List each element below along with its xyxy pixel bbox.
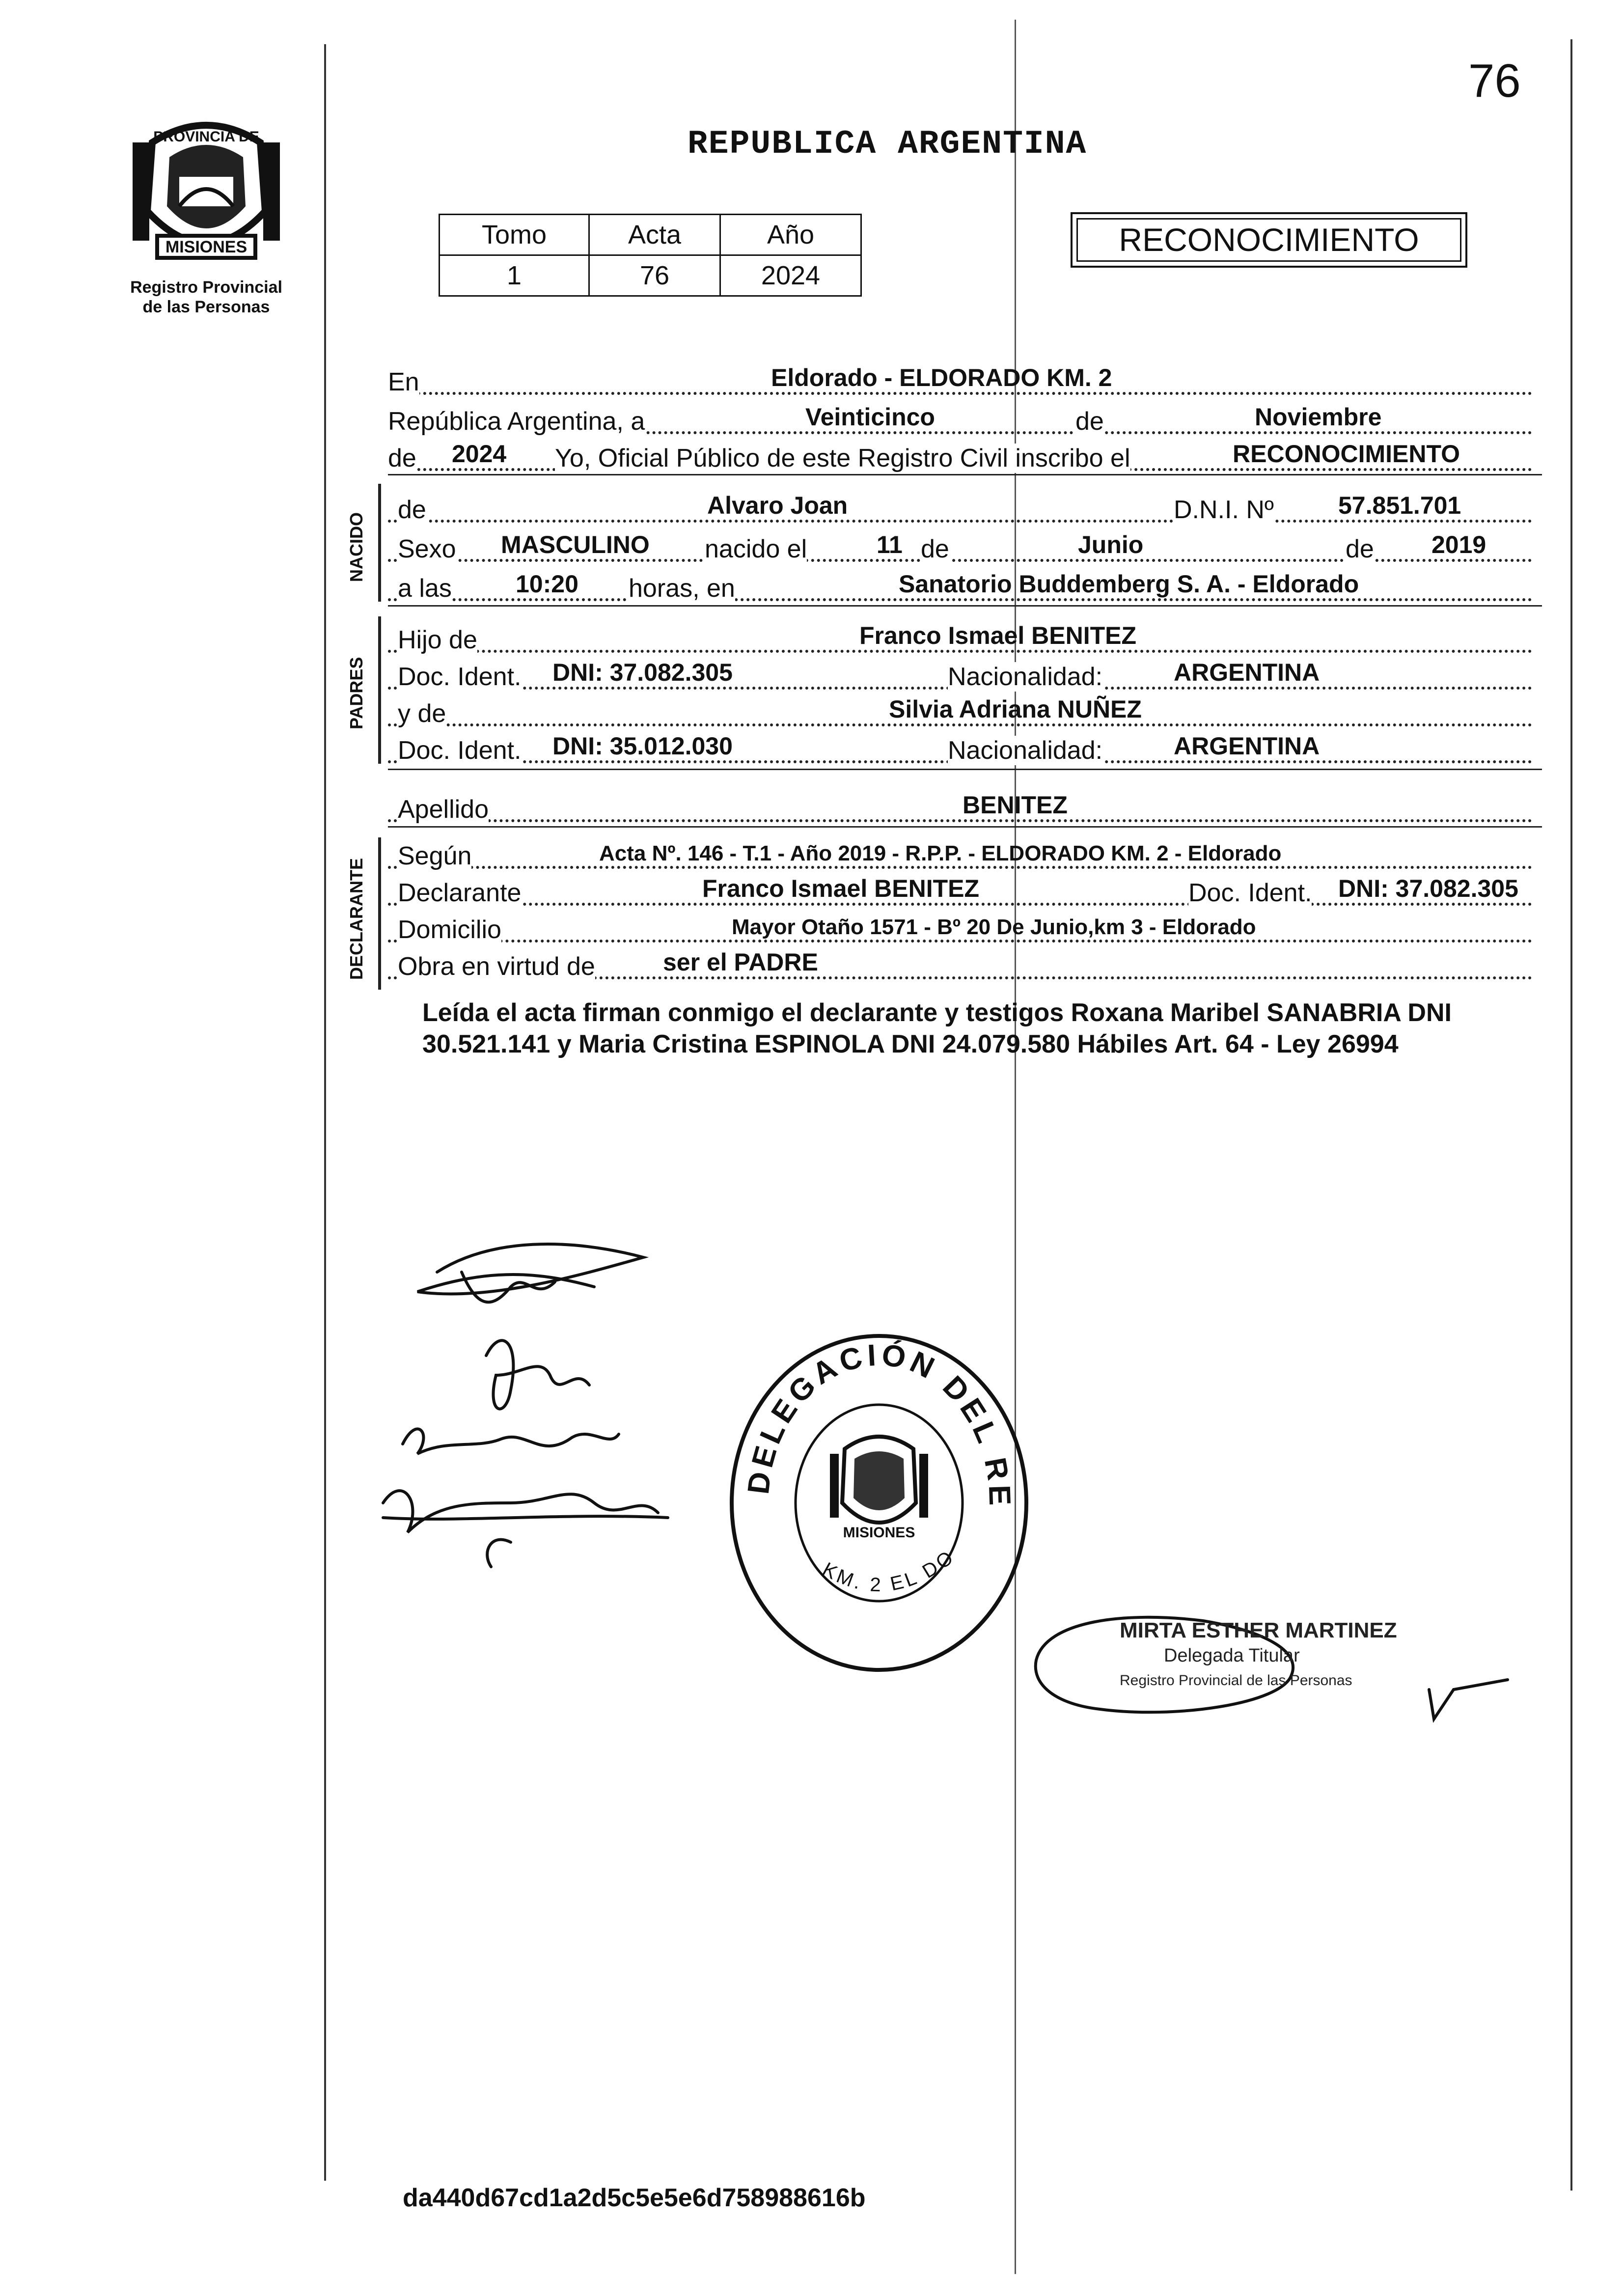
value-padre-doc: DNI: 37.082.305	[552, 659, 733, 686]
label-y-de: y de	[398, 699, 446, 728]
value-lugar: Eldorado - ELDORADO KM. 2	[771, 364, 1112, 391]
official-role: Delegada Titular	[1164, 1645, 1300, 1666]
row-nombre	[388, 491, 1532, 527]
delegacion-registro-stamp-icon	[722, 1326, 1036, 1680]
label-sexo: Sexo	[398, 535, 456, 563]
value-anio: 2024	[452, 440, 507, 468]
seal-text-bottom: MISIONES	[165, 238, 248, 256]
act-type-box	[1071, 212, 1467, 268]
sidebar-declarante	[378, 837, 381, 990]
value-padre: Franco Ismael BENITEZ	[859, 622, 1137, 649]
row-segun	[388, 837, 1532, 873]
value-madre-nac: ARGENTINA	[1174, 732, 1320, 760]
value-nombre: Alvaro Joan	[707, 492, 848, 519]
label-declarante: Declarante	[398, 879, 522, 907]
label-de-month: de	[921, 535, 949, 563]
stamp-inner-text: MISIONES	[843, 1525, 915, 1541]
label-domicilio: Domicilio	[398, 916, 501, 944]
value-dia-nac: 11	[877, 531, 903, 558]
label-republica: República Argentina, a	[388, 407, 645, 436]
label-dni: D.N.I. Nº	[1174, 496, 1274, 524]
row-padre-doc	[388, 658, 1532, 694]
row-domicilio	[388, 911, 1532, 946]
label-de-birth-year: de	[1346, 535, 1374, 563]
row-fecha	[388, 403, 1532, 438]
sidebar-padres	[378, 616, 381, 764]
page-number: 76	[1468, 55, 1521, 107]
row-declarante	[388, 874, 1532, 910]
label-nacionalidad-madre: Nacionalidad:	[948, 736, 1103, 765]
value-acto: RECONOCIMIENTO	[1233, 440, 1460, 468]
row-apellido	[388, 791, 1532, 826]
table-value-acta: 76	[589, 255, 720, 296]
rule-4	[388, 826, 1542, 828]
label-doc-ident-declarante: Doc. Ident.	[1188, 879, 1312, 907]
value-mes-nac: Junio	[1078, 531, 1144, 558]
value-dia: Veinticinco	[805, 403, 935, 431]
section-label-nacido: NACIDO	[346, 512, 366, 582]
observations: Leída el acta firman conmigo el declarante y testigos Roxana Maribel SANABRIA DNI 30.521.141 y Maria Cristina ESPINOLA DNI 24.079.580 Hábiles Art. 64 - Ley 26994	[422, 999, 1452, 1058]
row-anio	[388, 440, 1532, 475]
value-padre-nac: ARGENTINA	[1174, 659, 1320, 686]
stamp-ring-text: DELEGACIÓN DEL RE	[741, 1337, 1017, 1510]
table-header-tomo: Tomo	[440, 215, 589, 255]
label-nacionalidad-padre: Nacionalidad:	[948, 663, 1103, 691]
value-apellido: BENITEZ	[963, 791, 1068, 819]
row-hora	[388, 570, 1532, 605]
label-doc-ident-madre: Doc. Ident.	[398, 736, 522, 765]
logo-caption	[103, 277, 309, 317]
provincia-de-misiones-seal-icon	[123, 113, 290, 275]
row-madre-doc	[388, 732, 1532, 767]
value-mes: Noviembre	[1255, 403, 1382, 431]
handwritten-signatures-icon	[363, 1228, 707, 1601]
label-segun: Según	[398, 842, 472, 870]
label-horas-en: horas, en	[629, 574, 735, 603]
row-madre	[388, 695, 1532, 730]
label-a-las: a las	[398, 574, 452, 603]
value-dni: 57.851.701	[1338, 492, 1461, 519]
stamp-bottom-text: KM. 2 EL DO	[819, 1545, 960, 1596]
table-value-anio: 2024	[720, 255, 861, 296]
right-margin-line	[1570, 39, 1572, 2191]
document-hash: da440d67cd1a2d5c5e5e6d758988616b	[403, 2184, 866, 2212]
value-lugar-nac: Sanatorio Buddemberg S. A. - Eldorado	[899, 570, 1359, 598]
label-hijo-de: Hijo de	[398, 626, 477, 654]
value-segun: Acta Nº. 146 - T.1 - Año 2019 - R.P.P. - ELDORADO KM. 2 - Eldorado	[599, 841, 1282, 865]
section-label-padres: PADRES	[346, 657, 366, 729]
label-obra: Obra en virtud de	[398, 952, 595, 981]
value-madre-doc: DNI: 35.012.030	[552, 732, 733, 760]
act-type: RECONOCIMIENTO	[1119, 222, 1419, 258]
row-padre	[388, 621, 1532, 657]
table-value-tomo: 1	[440, 255, 589, 296]
logo-caption-line1: Registro Provincial	[130, 278, 282, 297]
value-hora: 10:20	[516, 570, 578, 598]
value-madre: Silvia Adriana NUÑEZ	[889, 695, 1142, 723]
label-de-person: de	[398, 496, 426, 524]
sidebar-nacido	[378, 484, 381, 602]
official-office: Registro Provincial de las Personas	[1120, 1672, 1352, 1689]
registry-table	[439, 214, 862, 297]
rule-2	[388, 605, 1542, 607]
document-title: REPUBLICA ARGENTINA	[688, 125, 1087, 163]
rule-3	[388, 769, 1542, 770]
seal-text-top: PROVINCIA DE	[153, 129, 259, 145]
value-sexo: MASCULINO	[501, 531, 650, 558]
section-label-declarante: DECLARANTE	[346, 858, 366, 980]
row-lugar	[388, 363, 1532, 399]
label-doc-ident-padre: Doc. Ident.	[398, 663, 522, 691]
label-de-year: de	[388, 444, 416, 472]
row-obra	[388, 948, 1532, 983]
table-header-acta: Acta	[589, 215, 720, 255]
table-header-anio: Año	[720, 215, 861, 255]
label-nacido-el: nacido el	[705, 535, 807, 563]
label-apellido: Apellido	[398, 795, 489, 824]
official-name: MIRTA ESTHER MARTINEZ	[1120, 1618, 1397, 1642]
left-margin-line	[324, 44, 326, 2181]
rule-1	[388, 474, 1542, 475]
logo-caption-line2: de las Personas	[142, 298, 270, 316]
value-declarante: Franco Ismael BENITEZ	[702, 875, 980, 902]
value-anio-nac: 2019	[1431, 531, 1486, 558]
label-official: Yo, Oficial Público de este Registro Civil inscribo el	[555, 444, 1130, 472]
label-en: En	[388, 368, 419, 396]
label-de: de	[1075, 407, 1104, 436]
row-sexo	[388, 530, 1532, 566]
value-obra: ser el PADRE	[663, 948, 818, 976]
fold-line	[1015, 20, 1016, 2274]
value-domicilio: Mayor Otaño 1571 - Bº 20 De Junio,km 3 - Eldorado	[732, 915, 1256, 939]
official-stamp-area	[1026, 1591, 1517, 1739]
value-declarante-doc: DNI: 37.082.305	[1338, 875, 1518, 902]
